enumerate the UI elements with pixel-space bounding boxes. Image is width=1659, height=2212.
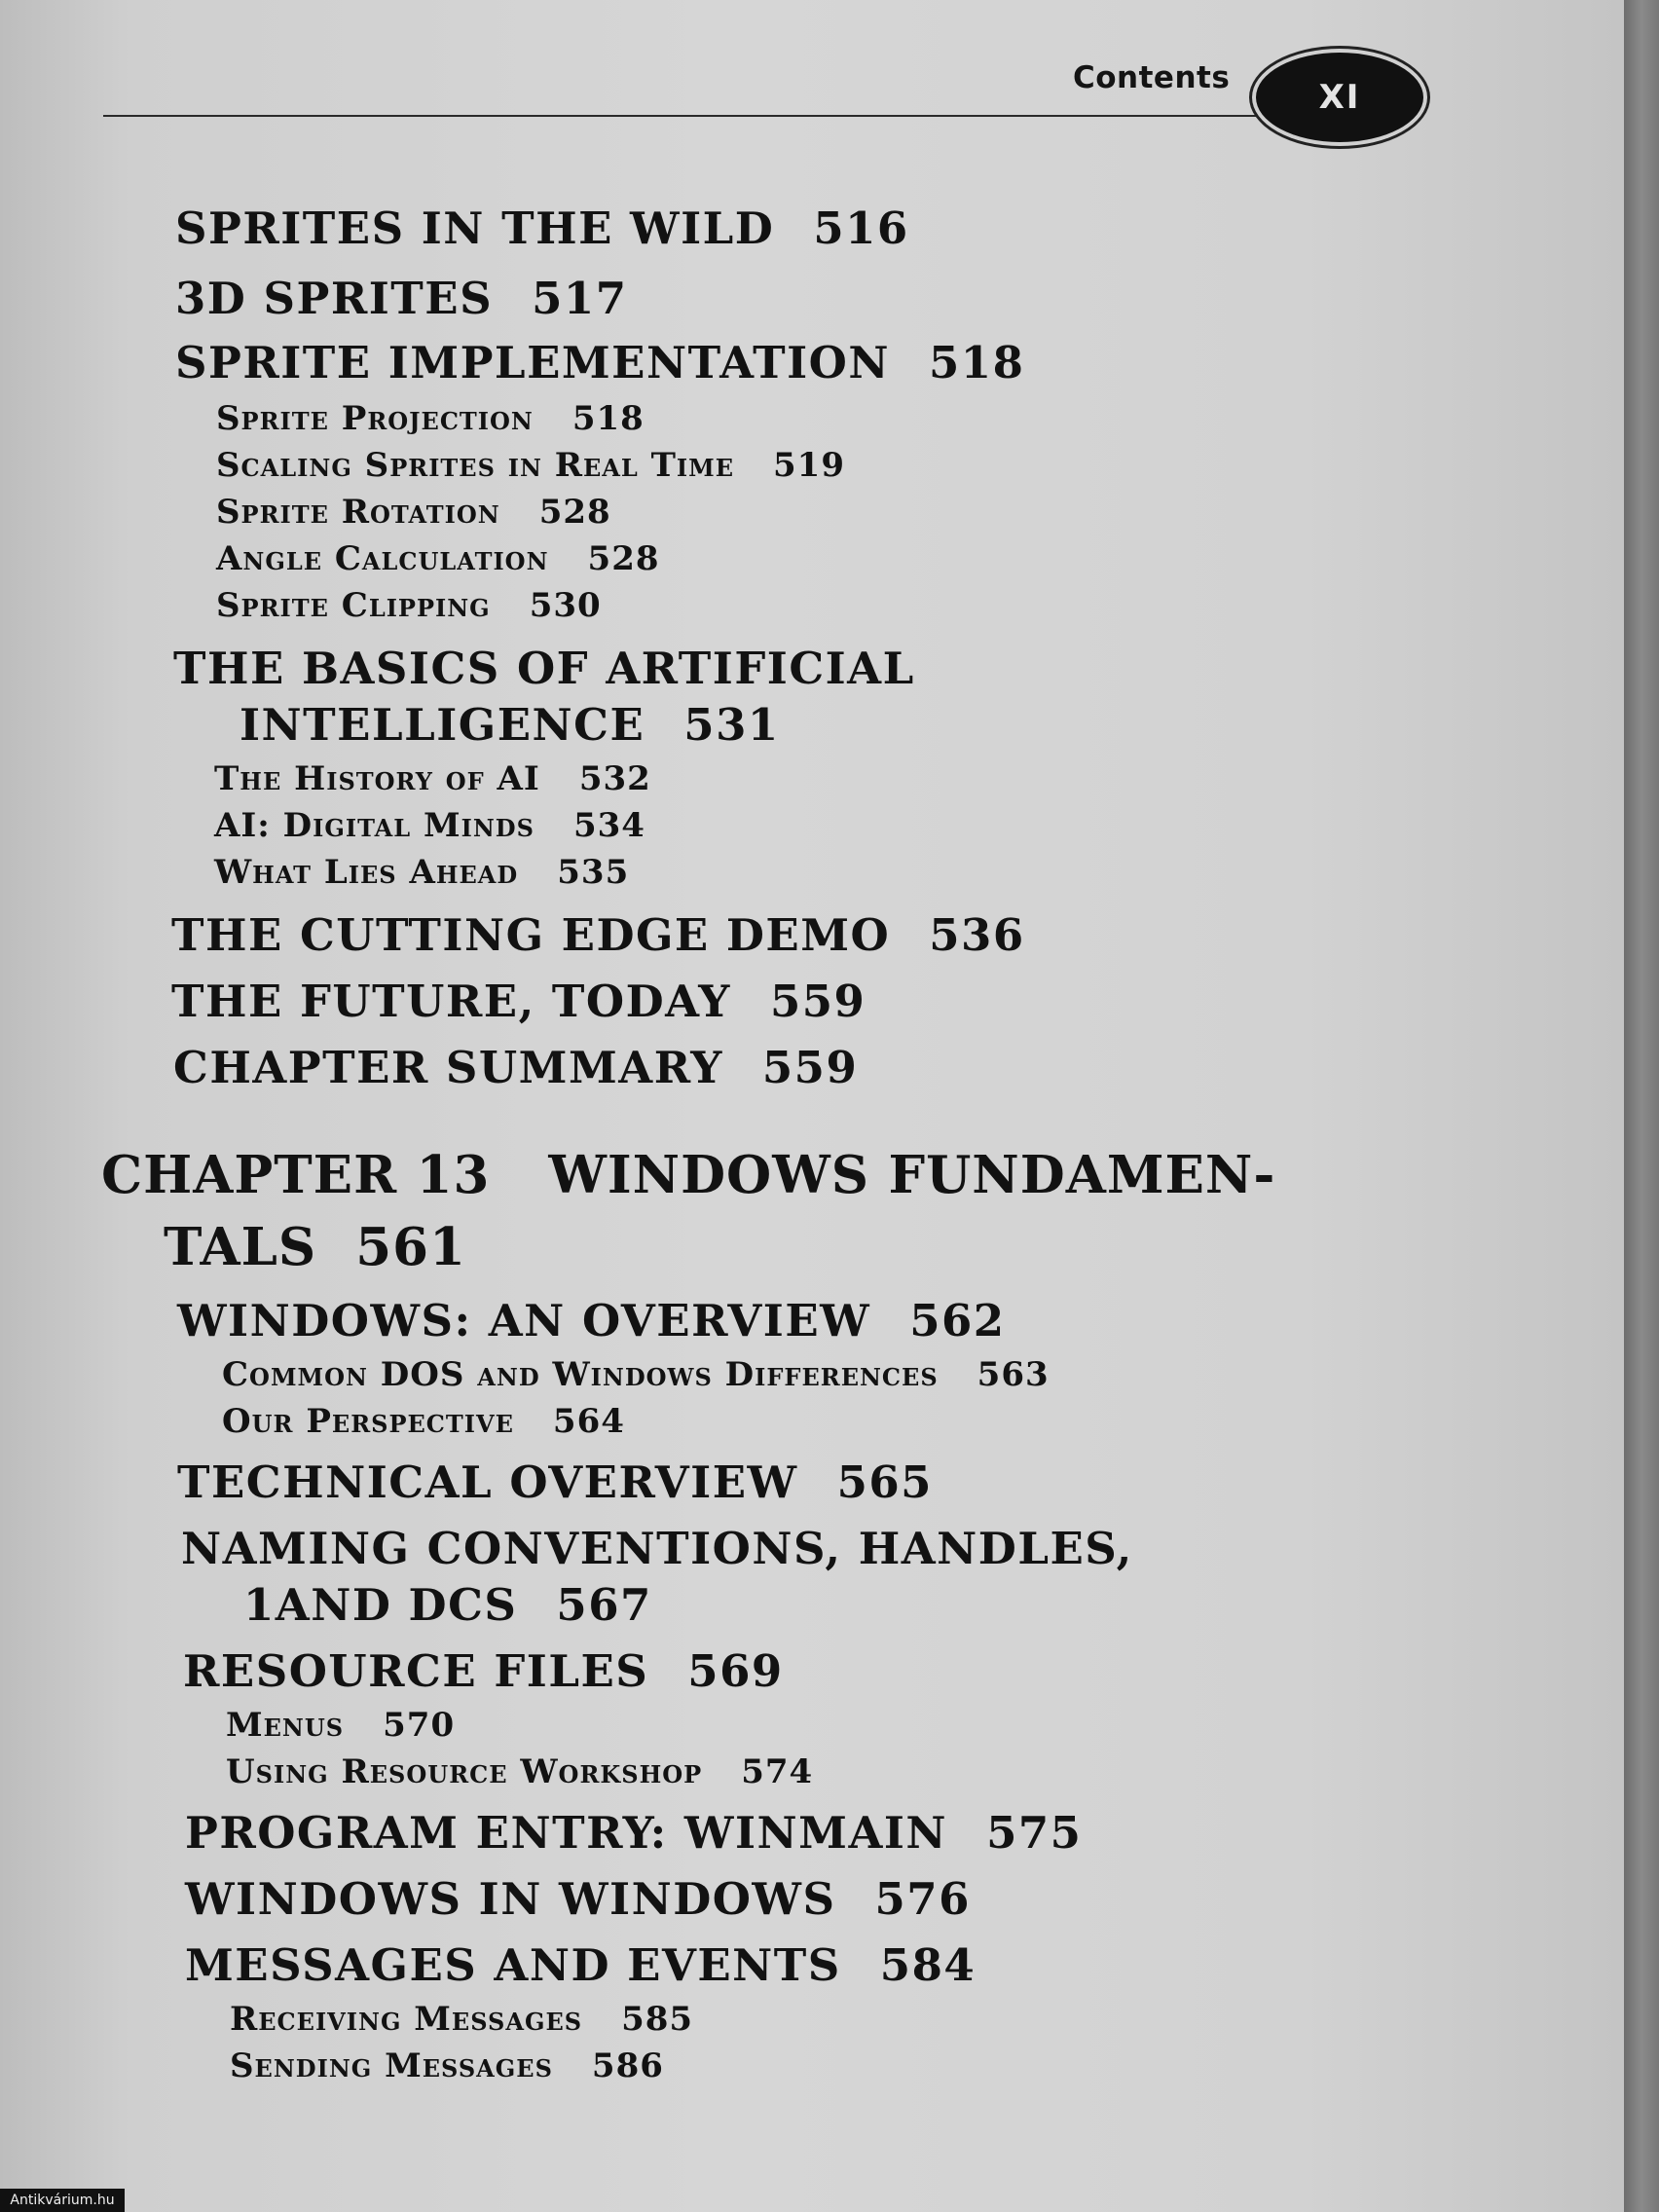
toc-subentry[interactable]: [226, 1706, 455, 1745]
toc-entry-title: Receiving Messages: [230, 2000, 583, 2039]
toc-entry[interactable]: [171, 909, 1025, 961]
toc-subentry[interactable]: [216, 399, 645, 438]
toc-entry-title: Sprite Clipping: [216, 586, 491, 625]
toc-subentry[interactable]: [230, 2000, 693, 2039]
toc-subentry[interactable]: [216, 586, 602, 625]
toc-entry[interactable]: [175, 203, 909, 254]
chapter-label: CHAPTER 13: [101, 1145, 491, 1205]
toc-entry-title: Scaling Sprites in Real Time: [216, 446, 735, 485]
toc-entry-title: Sprite Rotation: [216, 493, 500, 532]
toc-entry-page: 517: [532, 273, 628, 324]
toc-entry-title: RESOURCE FILES: [183, 1645, 649, 1697]
toc-entry[interactable]: [175, 337, 1024, 388]
toc-entry-page: 559: [769, 976, 866, 1027]
toc-entry-page: 532: [578, 759, 651, 798]
toc-entry[interactable]: [185, 1873, 971, 1925]
toc-entry-page: 575: [986, 1807, 1083, 1859]
page-edge-shadow: [1624, 0, 1659, 2212]
toc-entry[interactable]: [181, 1523, 1133, 1574]
toc-entry-title-cont: INTELLIGENCE: [240, 699, 645, 751]
chapter-heading-continuation[interactable]: [164, 1217, 466, 1277]
toc-subentry[interactable]: [222, 1402, 625, 1441]
toc-subentry[interactable]: [216, 493, 611, 532]
header-rule: [103, 115, 1272, 117]
toc-entry-page: 534: [572, 806, 645, 845]
toc-entry-page: 570: [383, 1706, 456, 1745]
toc-entry[interactable]: [171, 976, 866, 1027]
toc-entry-page: 531: [683, 699, 780, 751]
toc-entry-title: THE BASICS OF ARTIFICIAL: [173, 643, 915, 694]
toc-subentry[interactable]: [230, 2046, 664, 2085]
toc-entry[interactable]: [173, 643, 915, 694]
toc-entry-page: 519: [773, 446, 845, 485]
toc-entry-page: 535: [557, 853, 630, 892]
toc-entry-title: Sprite Projection: [216, 399, 534, 438]
toc-entry-title: THE FUTURE, TODAY: [171, 976, 731, 1027]
show-through-text: ⠀: [876, 263, 912, 315]
toc-entry-page: 559: [761, 1042, 859, 1093]
toc-subentry[interactable]: [226, 1752, 813, 1791]
toc-entry-title: AI: Digital Minds: [214, 806, 535, 845]
chapter-title-cont: TALS: [164, 1217, 317, 1277]
toc-entry-page: 562: [909, 1295, 1006, 1346]
toc-entry-page: 564: [552, 1402, 625, 1441]
toc-entry[interactable]: [177, 1456, 933, 1508]
toc-entry-page: 518: [928, 337, 1025, 388]
toc-entry-page: 585: [621, 2000, 694, 2039]
chapter-heading[interactable]: [101, 1145, 1275, 1205]
toc-entry-title: CHAPTER SUMMARY: [173, 1042, 723, 1093]
toc-entry[interactable]: [173, 1042, 858, 1093]
page-number: XI: [1318, 78, 1361, 117]
toc-entry-page: 576: [874, 1873, 971, 1925]
toc-entry-title: WINDOWS: AN OVERVIEW: [177, 1295, 871, 1346]
toc-subentry[interactable]: [216, 446, 845, 485]
page-number-badge: [1256, 53, 1423, 142]
toc-entry-title: MESSAGES AND EVENTS: [185, 1939, 841, 1991]
toc-entry[interactable]: [185, 1939, 976, 1991]
toc-entry-page: 528: [587, 539, 660, 578]
toc-entry-title: Our Perspective: [222, 1402, 514, 1441]
toc-entry[interactable]: [185, 1807, 1083, 1859]
toc-entry-title: SPRITE IMPLEMENTATION: [175, 337, 890, 388]
toc-subentry[interactable]: [214, 806, 645, 845]
toc-subentry[interactable]: [222, 1355, 1050, 1394]
chapter-page: 561: [355, 1217, 466, 1277]
chapter-title: WINDOWS FUNDAMEN-: [548, 1145, 1276, 1205]
toc-subentry[interactable]: [214, 853, 629, 892]
running-header-title: Contents: [1073, 60, 1231, 95]
toc-entry[interactable]: [183, 1645, 784, 1697]
toc-entry-page: 530: [529, 586, 602, 625]
toc-entry-title: Menus: [226, 1706, 345, 1745]
toc-entry-page: 518: [571, 399, 645, 438]
toc-entry-title: PROGRAM ENTRY: WINMAIN: [185, 1807, 948, 1859]
toc-subentry[interactable]: [216, 539, 660, 578]
toc-entry-title: WINDOWS IN WINDOWS: [185, 1873, 836, 1925]
toc-entry-title: SPRITES IN THE WILD: [175, 203, 775, 254]
toc-entry-title: Common DOS and Windows Differences: [222, 1355, 939, 1394]
toc-entry-page: 563: [977, 1355, 1050, 1394]
toc-entry[interactable]: [175, 273, 628, 324]
toc-entry-title: TECHNICAL OVERVIEW: [177, 1456, 798, 1508]
toc-entry-title: What Lies Ahead: [214, 853, 519, 892]
watermark: Antikvárium.hu: [0, 2189, 125, 2212]
toc-entry-page: 574: [741, 1752, 814, 1791]
toc-entry-title: The History of AI: [214, 759, 540, 798]
toc-entry-title: Sending Messages: [230, 2046, 553, 2085]
toc-entry-page: 567: [556, 1579, 652, 1631]
toc-entry-title: Angle Calculation: [216, 539, 549, 578]
toc-entry-page: 536: [929, 909, 1025, 961]
toc-entry-page: 516: [813, 203, 909, 254]
toc-entry-page: 528: [538, 493, 611, 532]
toc-entry-title: THE CUTTING EDGE DEMO: [171, 909, 891, 961]
toc-entry[interactable]: [177, 1295, 1006, 1346]
toc-entry-page: 565: [836, 1456, 933, 1508]
toc-entry-title: 3D SPRITES: [175, 273, 494, 324]
toc-subentry[interactable]: [214, 759, 651, 798]
toc-entry-page: 569: [687, 1645, 784, 1697]
toc-entry-page: 584: [879, 1939, 977, 1991]
toc-entry-page: 586: [591, 2046, 664, 2085]
toc-entry-continuation[interactable]: [240, 699, 780, 751]
toc-entry-continuation[interactable]: [243, 1579, 652, 1631]
toc-entry-title: NAMING CONVENTIONS, HANDLES,: [181, 1523, 1133, 1574]
toc-entry-title-cont: 1AND DCS: [243, 1579, 518, 1631]
toc-entry-title: Using Resource Workshop: [226, 1752, 703, 1791]
